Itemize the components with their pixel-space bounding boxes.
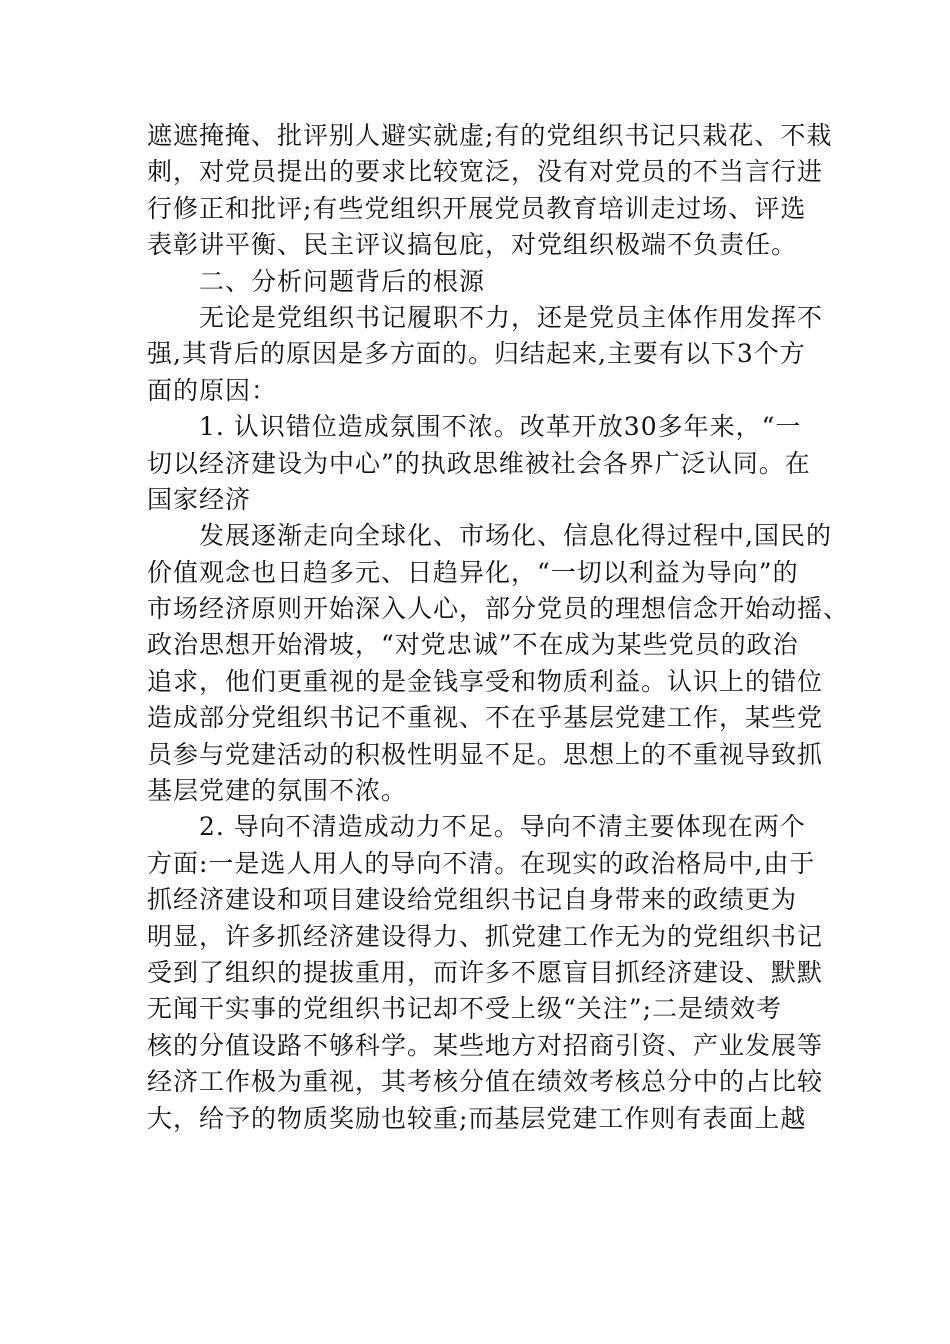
text-line: 经济工作极为重视，其考核分值在绩效考核总分中的占比较 — [147, 1067, 824, 1097]
text-line: 政治思想开始滑坡，“对党忠诚”不在成为某些党员的政治 — [147, 630, 799, 660]
text-line: 核的分值设路不够科学。某些地方对招商引资、产业发展等 — [147, 1030, 824, 1060]
text-line: 员参与党建活动的积极性明显不足。思想上的不重视导致抓 — [147, 739, 824, 769]
text-line: 强,其背后的原因是多方面的。归结起来,主要有以下3个方 — [147, 339, 806, 369]
text-line: 受到了组织的提拔重用，而许多不愿盲目抓经济建设、默默 — [147, 957, 824, 987]
text-line: 基层党建的氛围不浓。 — [147, 776, 408, 806]
text-line: 面的原因： — [147, 375, 278, 405]
text-line: 追求，他们更重视的是金钱享受和物质利益。认识上的错位 — [147, 666, 824, 696]
text-line: 市场经济原则开始深入人心，部分党员的理想信念开始动摇、 — [147, 594, 850, 624]
text-line: 行修正和批评;有些党组织开展党员教育培训走过场、评选 — [147, 193, 807, 223]
text-line: 1. 认识错位造成氛围不浓。改革开放30多年来，“一 — [199, 412, 802, 442]
text-line: 方面:一是选人用人的导向不清。在现实的政治格局中,由于 — [147, 848, 816, 878]
text-line: 明显，许多抓经济建设得力、抓党建工作无为的党组织书记 — [147, 921, 824, 951]
text-line: 抓经济建设和项目建设给党组织书记自身带来的政绩更为 — [147, 885, 798, 915]
text-line: 发展逐渐走向全球化、市场化、信息化得过程中,国民的 — [199, 521, 832, 551]
text-line: 国家经济 — [147, 484, 252, 514]
text-line: 2. 导向不清造成动力不足。导向不清主要体现在两个 — [199, 812, 806, 842]
text-line: 表彰讲平衡、民主评议搞包庇，对党组织极端不负责任。 — [147, 230, 798, 260]
text-line: 无闻干实事的党组织书记却不受上级“关注”;二是绩效考 — [147, 994, 782, 1024]
text-line: 大，给予的物质奖励也较重;而基层党建工作则有表面上越 — [147, 1103, 807, 1133]
document-body — [147, 118, 850, 1137]
text-line: 切以经济建设为中心”的执政思维被社会各界广泛认同。在 — [147, 448, 811, 478]
text-line: 刺，对党员提出的要求比较宽泛，没有对党员的不当言行进 — [147, 157, 824, 187]
text-line: 无论是党组织书记履职不力，还是党员主体作用发挥不 — [199, 302, 824, 332]
text-line: 价值观念也日趋多元、日趋异化，“一切以利益为导向”的 — [147, 557, 799, 587]
text-line: 遮遮掩掩、批评别人避实就虚;有的党组织书记只栽花、不栽 — [147, 121, 833, 150]
text-line: 二、分析问题背后的根源 — [199, 266, 486, 296]
text-line: 造成部分党组织书记不重视、不在乎基层党建工作，某些党 — [147, 703, 824, 733]
